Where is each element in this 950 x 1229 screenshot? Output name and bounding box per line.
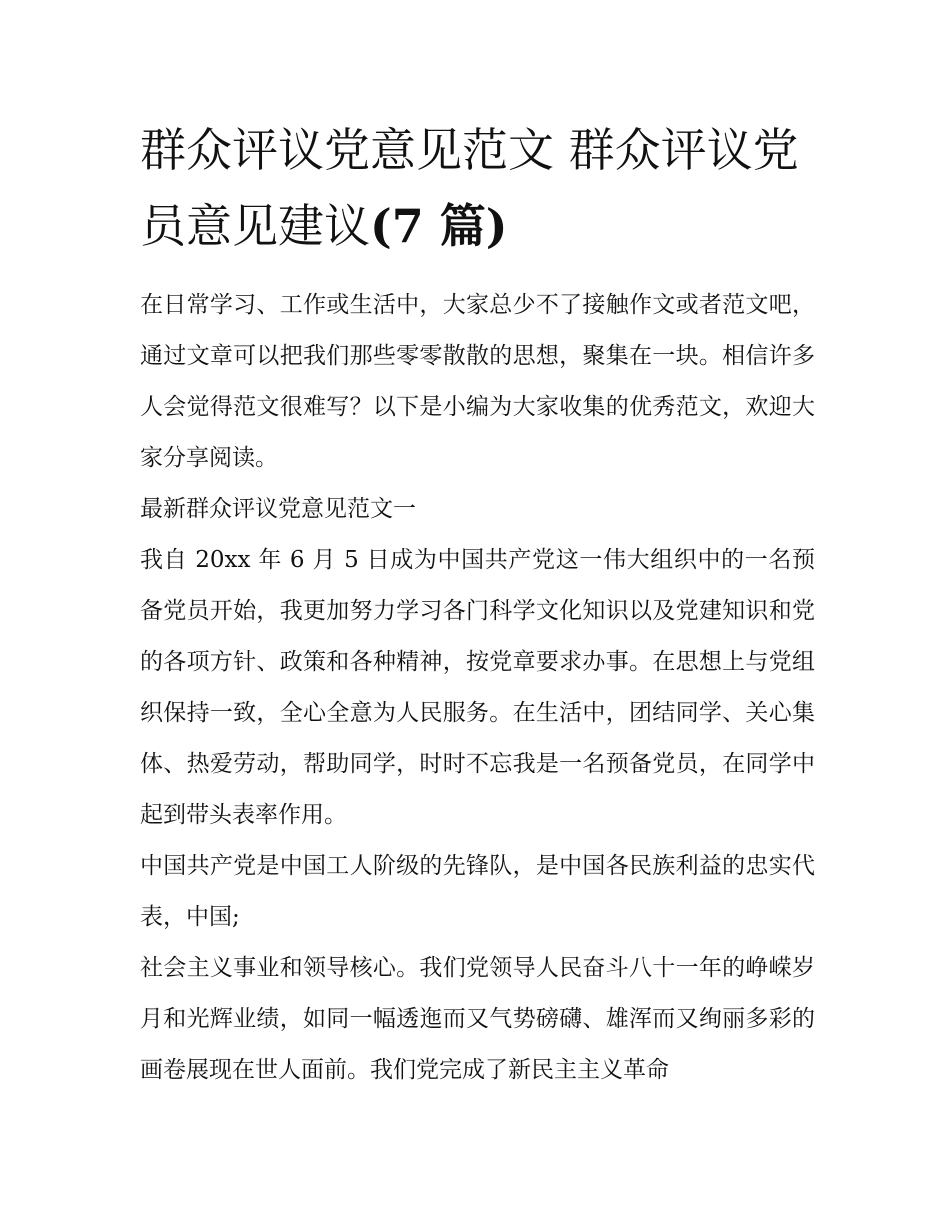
- title-text: 群众评议党意见范文 群众评议党员意见建议: [140, 123, 799, 253]
- document-body: [140, 280, 815, 1096]
- document-page: [140, 112, 815, 1096]
- paragraph-body-3: 社会主义事业和领导核心。我们党领导人民奋斗八十一年的峥嵘岁月和光辉业绩，如同一幅透迤而又气势磅礴、雄浑而又绚丽多彩的画卷展现在世人面前。我们党完成了新民主主义革命: [140, 955, 815, 1083]
- paragraph-body-2: 中国共产党是中国工人阶级的先锋队，是中国各民族利益的忠实代表，中国;: [140, 853, 815, 930]
- section-heading: 最新群众评议党意见范文一: [140, 496, 416, 522]
- paragraph-body-1: 我自 20xx 年 6 月 5 日成为中国共产党这一伟大组织中的一名预备党员开始，我更加努力学习各门科学文化知识以及党建知识和党的各项方针、政策和各种精神，按党章要求办事。在思想上与党组织保持一致，全心全意为人民服务。在生活中，团结同学、关心集体、热爱劳动，帮助同学，时时不忘我是一名预备党员，在同学中起到带头表率作用。: [140, 547, 815, 828]
- paragraph-intro: 在日常学习、工作或生活中，大家总少不了接触作文或者范文吧，通过文章可以把我们那些零零散散的思想，聚集在一块。相信许多人会觉得范文很难写？以下是小编为大家收集的优秀范文，欢迎大家分享阅读。: [140, 292, 815, 471]
- title-count: (7 篇): [370, 199, 508, 253]
- document-title: [140, 112, 815, 264]
